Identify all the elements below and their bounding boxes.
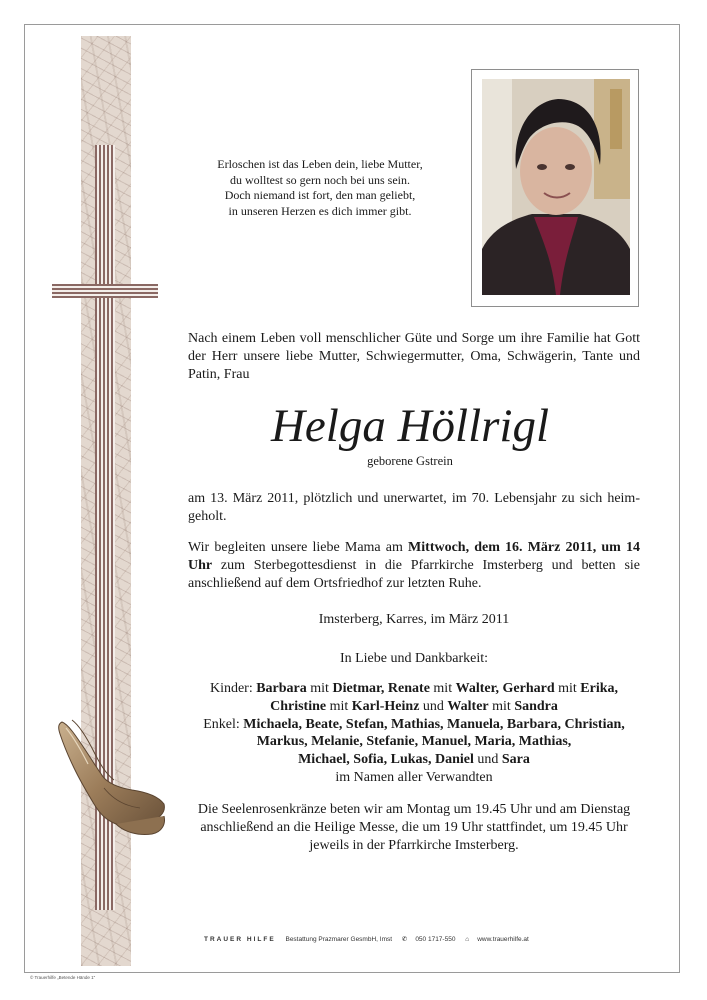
birth-name: geborene Gstrein bbox=[367, 454, 453, 468]
relatives-line: im Namen aller Verwandten bbox=[335, 769, 493, 785]
praying-hands-icon bbox=[54, 718, 168, 838]
web-icon: ⌂ bbox=[465, 936, 470, 943]
funeral-text: zum Sterbegottesdienst in die Pfarrkirche Imsterberg und betten sie anschließend auf dem Ortsfriedhof zur letzten Ruhe. bbox=[188, 557, 640, 591]
death-notice: am 13. März 2011, plötzlich und unerwartet, im 70. Lebensjahr zu sich heimgeholt. bbox=[188, 491, 640, 524]
grandchildren-line: Markus, Melanie, Stefanie, Manuel, Maria, Mathias, bbox=[256, 734, 572, 750]
poem-line: Erloschen ist das Leben dein, liebe Mutter, bbox=[217, 157, 423, 171]
rosary-info: Die Seelenrosenkränze beten wir am Montag um 19.45 Uhr und am Dienstag anschließend an die Heilige Messe, die um 19 Uhr stattfindet, um 19.45 Uhr jeweils in der Pfarrkirche Imsterberg. bbox=[197, 802, 631, 853]
footer-web: www.trauerhilfe.at bbox=[477, 936, 529, 943]
poem-line: du wolltest so gern noch bei uns sein. bbox=[230, 172, 410, 187]
footer-company: Bestattung Prazmarer GesmbH, Imst bbox=[285, 936, 393, 943]
poem-line: Doch niemand ist fort, den man geliebt, bbox=[224, 188, 416, 202]
grandchildren-line: Michael, Sofia, Lukas, Daniel und Sara bbox=[298, 752, 530, 768]
portrait-photo bbox=[482, 79, 630, 295]
deceased-name: Helga Höllrigl bbox=[270, 400, 550, 452]
place-date: Imsterberg, Karres, im März 2011 bbox=[318, 612, 510, 627]
phone-icon: ✆ bbox=[401, 936, 408, 943]
copyright-note: © Trauerhilfe „Betende Hände 1" bbox=[30, 975, 96, 980]
footer bbox=[204, 935, 634, 943]
poem-line: in unseren Herzen es dich immer gibt. bbox=[228, 203, 412, 218]
intro-paragraph: Nach einem Leben voll menschlicher Güte und Sorge um ihre Familie hat Gott der Herr unsere liebe Mutter, Schwiegermutter, Oma, Schwägerin, Tante und Patin, Frau bbox=[188, 331, 640, 382]
children-line: Christine mit Karl-Heinz und Walter mit Sandra bbox=[270, 698, 558, 714]
memorial-poem bbox=[180, 157, 460, 219]
funeral-date: Mittwoch, dem 16. März 2011, um 14 Uhr bbox=[188, 540, 640, 573]
cross-horizontal-beam bbox=[52, 284, 158, 298]
footer-brand: TRAUER HILFE bbox=[204, 936, 276, 943]
funeral-info bbox=[188, 539, 640, 592]
grandchildren-line: Enkel: Michaela, Beate, Stefan, Mathias, Manuela, Barbara, Christian, bbox=[203, 716, 625, 732]
footer-phone: 050 1717-550 bbox=[415, 936, 456, 943]
funeral-text: Wir begleiten unsere liebe Mama am bbox=[188, 540, 409, 555]
children-line: Kinder: Barbara mit Dietmar, Renate mit Walter, Gerhard mit Erika, bbox=[209, 681, 619, 696]
thanks-line: In Liebe und Dankbarkeit: bbox=[339, 651, 489, 666]
family-list bbox=[180, 680, 648, 787]
